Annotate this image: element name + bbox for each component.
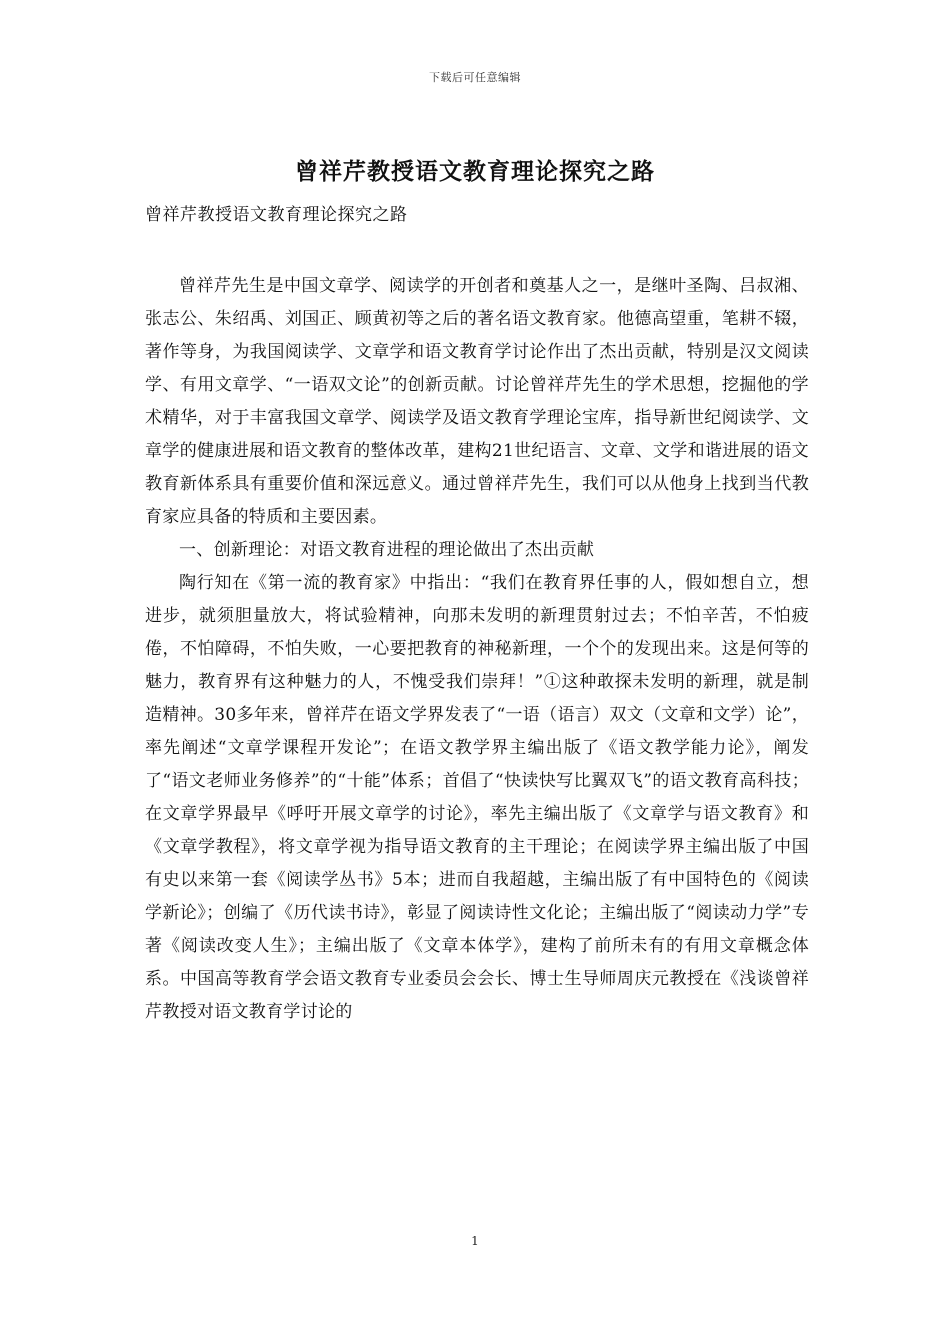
document-body [145, 270, 809, 1029]
body-paragraph-1: 曾祥芹先生是中国文章学、阅读学的开创者和奠基人之一，是继叶圣陶、吕叔湘、张志公、朱绍禹、刘国正、顾黄初等之后的著名语文教育家。他德高望重，笔耕不辍，著作等身，为我国阅读学、文章学和语文教育学讨论作出了杰出贡献，特别是汉文阅读学、有用文章学、“一语双文论”的创新贡献。讨论曾祥芹先生的学术思想，挖掘他的学术精华，对于丰富我国文章学、阅读学及语文教育学理论宝库，指导新世纪阅读学、文章学的健康进展和语文教育的整体改革，建构21世纪语言、文章、文学和谐进展的语文教育新体系具有重要价值和深远意义。通过曾祥芹先生，我们可以从他身上找到当代教育家应具备的特质和主要因素。 [145, 276, 809, 527]
document-subtitle: 曾祥芹教授语文教育理论探究之路 [145, 205, 408, 225]
section-heading: 一、创新理论：对语文教育进程的理论做出了杰出贡献 [179, 540, 595, 560]
document-title: 曾祥芹教授语文教育理论探究之路 [295, 158, 655, 185]
page-number: 1 [471, 1234, 479, 1248]
body-paragraph-2: 陶行知在《第一流的教育家》中指出：“我们在教育界任事的人，假如想自立，想进步，就须胆量放大，将试验精神，向那未发明的新理贯射过去；不怕辛苦，不怕疲倦，不怕障碍，不怕失败，一心要把教育的神秘新理，一个个的发现出来。这是何等的魅力，教育界有这种魅力的人，不愧受我们崇拜！”①这种敢探未发明的新理，就是制造精神。30多年来，曾祥芹在语文学界发表了“一语（语言）双文（文章和文学）论”，率先阐述“文章学课程开发论”；在语文教学界主编出版了《语文教学能力论》，阐发了“语文老师业务修养”的“十能”体系；首倡了“快读快写比翼双飞”的语文教育高科技；在文章学界最早《呼吁开展文章学的讨论》，率先主编出版了《文章学与语文教育》和《文章学教程》，将文章学视为指导语文教育的主干理论；在阅读学界主编出版了中国有史以来第一套《阅读学丛书》5本；进而自我超越，主编出版了有中国特色的《阅读学新论》；创编了《历代读书诗》，彰显了阅读诗性文化论；主编出版了“阅读动力学”专著《阅读改变人生》；主编出版了《文章本体学》，建构了前所未有的有用文章概念体系。中国高等教育学会语文教育专业委员会会长、博士生导师周庆元教授在《浅谈曾祥芹教授对语文教育学讨论的 [145, 573, 809, 1022]
header-note: 下载后可任意编辑 [429, 71, 521, 84]
